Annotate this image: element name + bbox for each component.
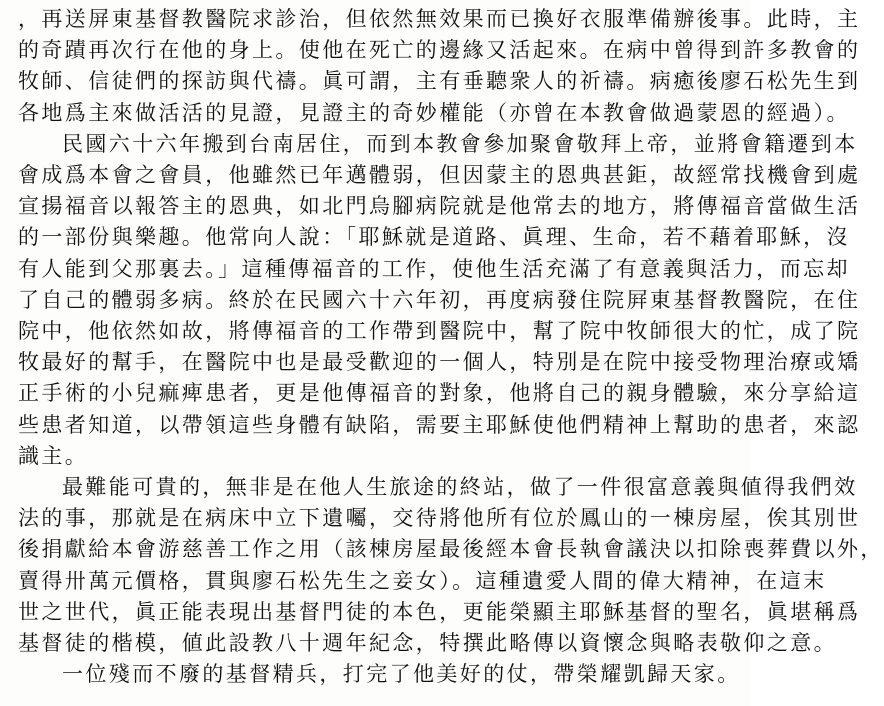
paragraph-2 (18, 129, 861, 472)
text-line: 基督徒的楷模，値此設教八十週年紀念，特撰此略傳以資懷念與略表敬仰之意。 (18, 631, 837, 656)
text-line: 一位殘而不廢的基督精兵，打完了他美好的仗，帶榮耀凱歸天家。 (62, 662, 741, 687)
text-line: 了自己的體弱多病。終於在民國六十六年初，再度病發住院屛東基督教醫院，在住 (18, 287, 861, 312)
text-line: 些患者知道，以帶領這些身體有缺陷，需要主耶穌使他們精神上幫助的患者，來認 (18, 412, 861, 437)
text-line: 院中，他依然如故，將傳福音的工作帶到醫院中，幫了院中牧師很大的忙，成了院 (18, 319, 861, 344)
text-line: 法的事，那就是在病床中立下遺囑，交待將他所有位於鳳山的一棟房屋，俟其別世 (18, 506, 861, 531)
text-line: ，再送屏東基督教醫院求診治，但依然無效果而已換好衣服準備辦後事。此時，主 (18, 7, 861, 31)
paragraph-1 (18, 4, 861, 129)
text-line: 世之世代，眞正能表現出基督門徒的本色，更能榮顯主耶穌基督的聖名，眞堪稱爲 (18, 599, 861, 624)
text-line: 識主。 (18, 443, 89, 468)
text-line: 賣得卅萬元價格，貫與廖石松先生之妾女）。這種遺愛人間的偉大精神，在這末 (18, 568, 827, 593)
paragraph-4 (18, 659, 741, 690)
text-line: 牧最好的幫手，在醫院中也是最受歡迎的一個人，特別是在院中接受物理治療或矯 (18, 350, 861, 375)
text-line: 牧師、信徒們的探訪與代禱。眞可謂，主有垂聽衆人的祈禱。病癒後廖石松先生到 (18, 69, 861, 94)
document-body (18, 4, 884, 690)
paragraph-3 (18, 472, 884, 659)
text-line: 宣揚福音以報答主的恩典，如北門烏腳病院就是他常去的地方，將傳福音當做生活 (18, 194, 861, 219)
text-line: 的奇蹟再次行在他的身上。使他在死亡的邊緣又活起來。在病中曾得到許多教會的 (18, 38, 861, 63)
text-line: 最難能可貴的，無非是在他人生旅途的終站，做了一件很富意義與値得我們效 (62, 475, 858, 500)
text-line: 民國六十六年搬到台南居住，而到本教會參加聚會敬拜上帝，並將會籍遷到本 (62, 131, 858, 156)
text-line: 有人能到父那裏去。」這種傳福音的工作，使他生活充滿了有意義與活力，而忘却 (18, 256, 850, 281)
text-line: 正手術的小兒痲痺患者，更是他傳福音的對象，他將自己的親身體驗，來分享給這 (18, 381, 861, 406)
text-line: 後捐獻給本會游慈善工作之用（該棟房屋最後經本會長執會議決以扣除喪葬費以外， (18, 537, 884, 562)
text-line: 的一部份與樂趣。他常向人說：「耶穌就是道路、眞理、生命，若不藉着耶穌，沒 (18, 225, 850, 250)
text-line: 各地爲主來做活活的見證，見證主的奇妙權能（亦曾在本教會做過蒙恩的經過）。 (18, 100, 850, 125)
text-line: 會成爲本會之會員，他雖然已年邁體弱，但因蒙主的恩典甚鉅，故經常找機會到處 (18, 163, 861, 188)
